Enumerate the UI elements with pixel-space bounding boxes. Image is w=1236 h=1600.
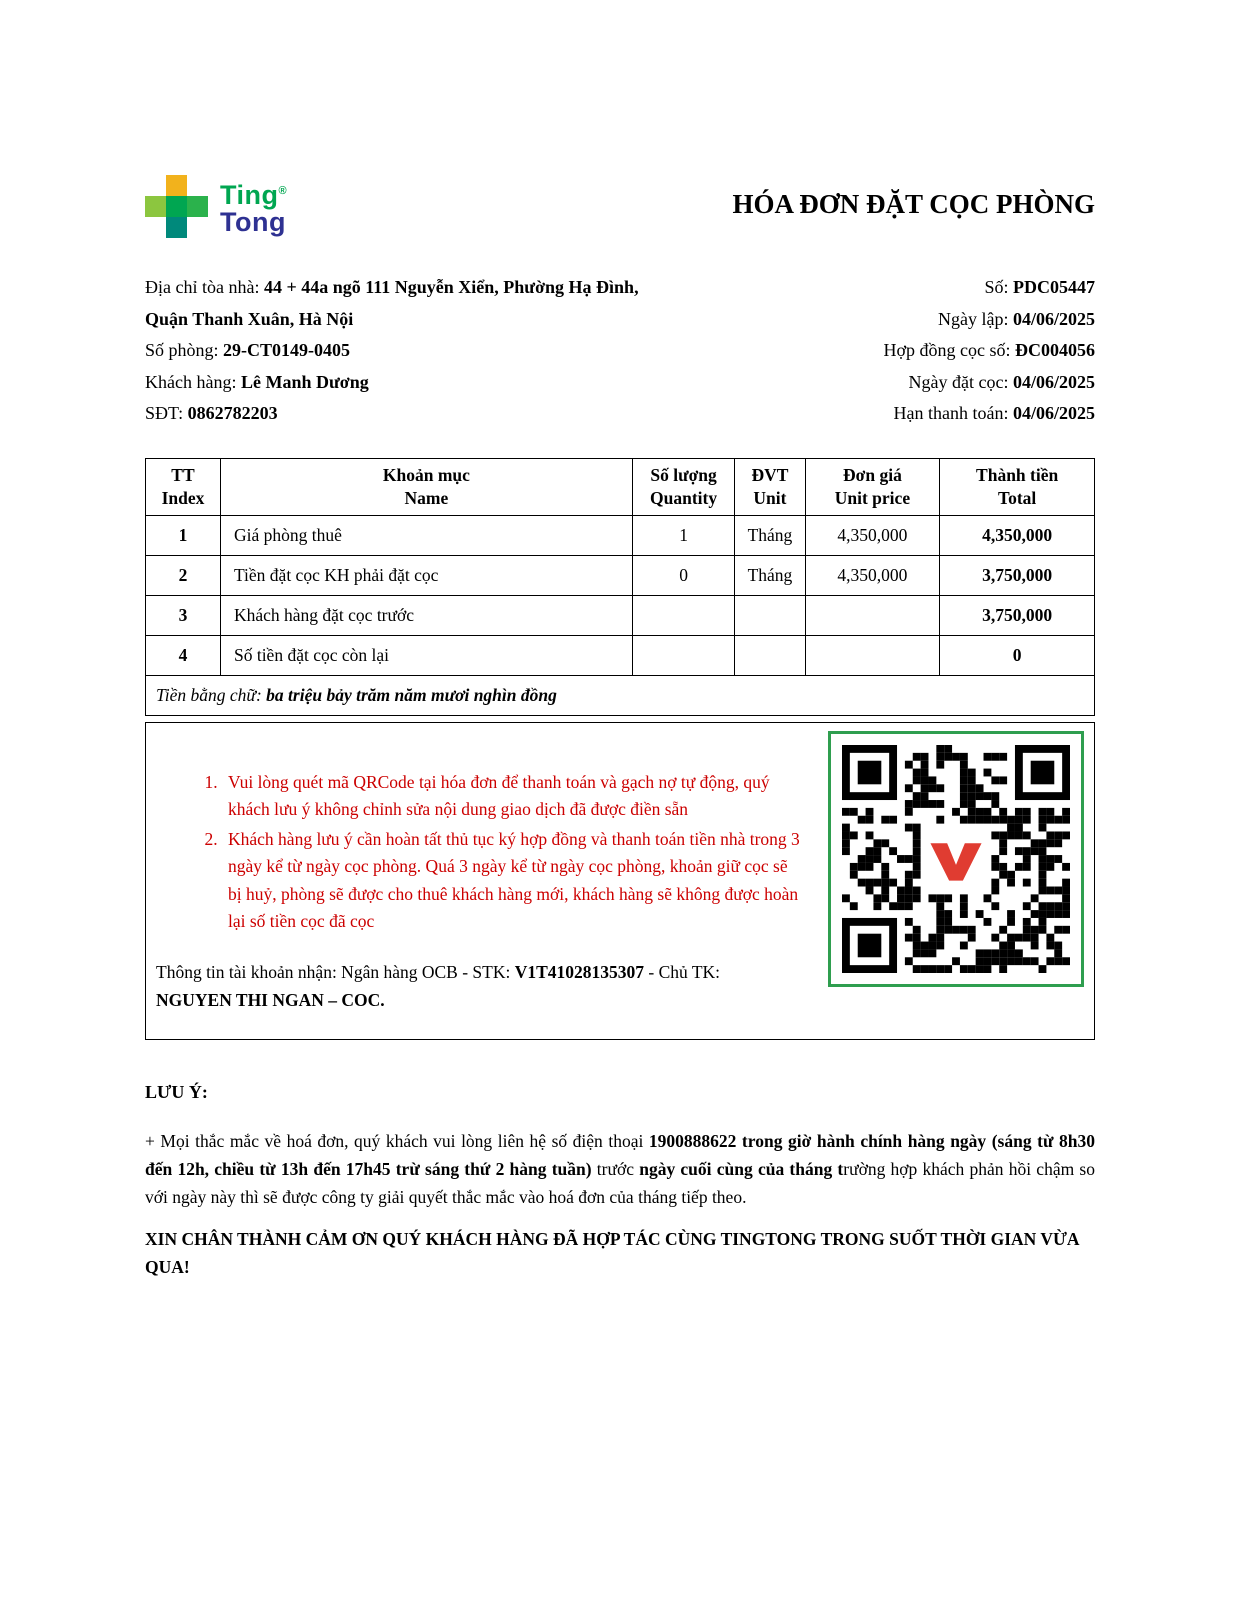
account-info (156, 958, 801, 1014)
cell-unit-price: 4,350,000 (805, 515, 940, 555)
contact-prefix: + Mọi thắc mắc về hoá đơn, quý khách vui lòng liên hệ số điện thoại (145, 1130, 649, 1151)
cell-quantity: 0 (632, 555, 734, 595)
amount-words-label: Tiền bằng chữ: (156, 684, 267, 705)
amount-in-words-row (146, 675, 1095, 715)
col-header-quantity: Số lượng Quantity (632, 458, 734, 515)
cell-total: 3,750,000 (940, 555, 1095, 595)
cell-unit: Tháng (735, 555, 805, 595)
footer-notes (145, 1082, 1095, 1281)
room-value: 29-CT0149-0405 (223, 340, 351, 360)
qr-code-svg (842, 745, 1070, 973)
invoice-title: HÓA ĐƠN ĐẶT CỌC PHÒNG (732, 189, 1095, 219)
room-number (145, 335, 705, 367)
customer-value: Lê Manh Dương (240, 371, 369, 392)
contact-hotline: 1900888622 trong giờ hành chính hàng ngày (sáng từ 8h30 đến 12h, chiều từ 13h đến 17h45 trừ sáng thứ 2 hàng tuần) (145, 1130, 1095, 1179)
cell-quantity (632, 635, 734, 675)
cell-index: 1 (146, 515, 221, 555)
cell-total: 0 (940, 635, 1095, 675)
due-date-label: Hạn thanh toán: (893, 403, 1013, 423)
table-row (146, 515, 1095, 555)
cell-index: 2 (146, 555, 221, 595)
table-row (146, 635, 1095, 675)
header (145, 175, 1095, 238)
registered-mark: ® (278, 184, 288, 197)
logo-line-tong: Tong (220, 206, 286, 237)
contact-mid: trước (591, 1158, 640, 1179)
cell-unit (735, 595, 805, 635)
contract-value: ĐC004056 (1015, 340, 1095, 360)
thanks-paragraph: XIN CHÂN THÀNH CẢM ƠN QUÝ KHÁCH HÀNG ĐÃ HỢP TÁC CÙNG TINGTONG TRONG SUỐT THỜI GIAN VỪA QUA! (145, 1228, 1079, 1277)
cell-index: 3 (146, 595, 221, 635)
customer-phone (145, 398, 705, 430)
logo-line-ting: Ting® (220, 179, 288, 210)
tingtong-logo-text (220, 178, 287, 236)
due-date (883, 398, 1095, 430)
phone-value: 0862782203 (187, 403, 278, 423)
cell-total: 4,350,000 (940, 515, 1095, 555)
info-right (883, 272, 1095, 430)
contact-paragraph (145, 1127, 1095, 1211)
contract-number (883, 335, 1095, 367)
table-header-row (146, 458, 1095, 515)
issue-date (883, 304, 1095, 336)
address-label: Địa chỉ tòa nhà: (145, 277, 264, 297)
note-item-1: 1. Vui lòng quét mã QRCode tại hóa đơn để thanh toán và gạch nợ tự động, quý khách lưu ý không chỉnh sửa nội dung giao dịch đã được điền sẵn (222, 769, 801, 824)
due-date-value: 04/06/2025 (1012, 403, 1095, 423)
col-header-total: Thành tiền Total (940, 458, 1095, 515)
address-value-line2: Quận Thanh Xuân, Hà Nội (145, 308, 354, 329)
customer-name (145, 367, 705, 399)
amount-in-words (146, 675, 1095, 715)
payment-notes (146, 723, 801, 1014)
tingtong-logo (145, 175, 287, 238)
deposit-date-label: Ngày đặt cọc: (908, 371, 1013, 392)
cell-quantity (632, 595, 734, 635)
building-address (145, 272, 705, 335)
col-header-name: Khoản mục Name (220, 458, 632, 515)
contact-suffix: rường hợp khách phản hồi chậm so với ngày này thì sẽ được công ty giải quyết thắc mắc vào hoá đơn của tháng tiếp theo. (145, 1158, 1095, 1207)
cell-quantity: 1 (632, 515, 734, 555)
col-header-index: TT Index (146, 458, 221, 515)
contract-label: Hợp đồng cọc số: (883, 340, 1015, 360)
info-left (145, 272, 705, 430)
cell-unit-price (805, 635, 940, 675)
invoice-number (883, 272, 1095, 304)
issue-date-value: 04/06/2025 (1012, 308, 1095, 329)
attention-heading: LƯU Ý: (145, 1081, 208, 1102)
qr-code (828, 731, 1084, 987)
deposit-date-value: 04/06/2025 (1012, 371, 1095, 392)
table-row (146, 555, 1095, 595)
cell-index: 4 (146, 635, 221, 675)
cell-name: Số tiền đặt cọc còn lại (220, 635, 632, 675)
account-prefix: Thông tin tài khoản nhận: Ngân hàng OCB - STK: (156, 961, 515, 982)
cell-unit: Tháng (735, 515, 805, 555)
amount-words-value: ba triệu bảy trăm năm mươi nghìn đồng (266, 684, 557, 705)
cell-name: Giá phòng thuê (220, 515, 632, 555)
cell-name: Khách hàng đặt cọc trước (220, 595, 632, 635)
items-table (145, 458, 1095, 716)
account-number: V1T41028135307 (514, 961, 645, 982)
cell-total: 3,750,000 (940, 595, 1095, 635)
issue-date-label: Ngày lập: (938, 308, 1013, 329)
invoice-info (145, 272, 1095, 430)
table-row (146, 595, 1095, 635)
col-header-unit: ĐVT Unit (735, 458, 805, 515)
tingtong-plus-icon (145, 175, 208, 238)
invoice-number-label: Số: (984, 277, 1013, 297)
phone-label: SĐT: (145, 403, 188, 423)
account-mid: - Chủ TK: (644, 961, 721, 982)
payment-notes-list (156, 769, 801, 936)
customer-label: Khách hàng: (145, 371, 241, 392)
contact-deadline: ngày cuối cùng của tháng t (639, 1158, 844, 1179)
cell-unit (735, 635, 805, 675)
deposit-date (883, 367, 1095, 399)
note-item-2: 2. Khách hàng lưu ý cần hoàn tất thủ tục ký hợp đồng và thanh toán tiền nhà trong 3 ngày kể từ ngày cọc phòng. Quá 3 ngày kể từ ngày cọc phòng, khoản giữ cọc sẽ bị huỷ, phòng sẽ được cho thuê khách hàng mới, khách hàng sẽ không được hoàn lại số tiền cọc đã cọc (222, 826, 801, 936)
notes-box (145, 722, 1095, 1040)
col-header-unit-price: Đơn giá Unit price (805, 458, 940, 515)
cell-unit-price: 4,350,000 (805, 555, 940, 595)
cell-name: Tiền đặt cọc KH phải đặt cọc (220, 555, 632, 595)
account-holder: NGUYEN THI NGAN – COC. (156, 989, 385, 1010)
invoice-number-value: PDC05447 (1013, 277, 1095, 297)
address-value-line1: 44 + 44a ngõ 111 Nguyễn Xiển, Phường Hạ Đình, (263, 277, 639, 297)
cell-unit-price (805, 595, 940, 635)
room-label: Số phòng: (145, 340, 224, 360)
